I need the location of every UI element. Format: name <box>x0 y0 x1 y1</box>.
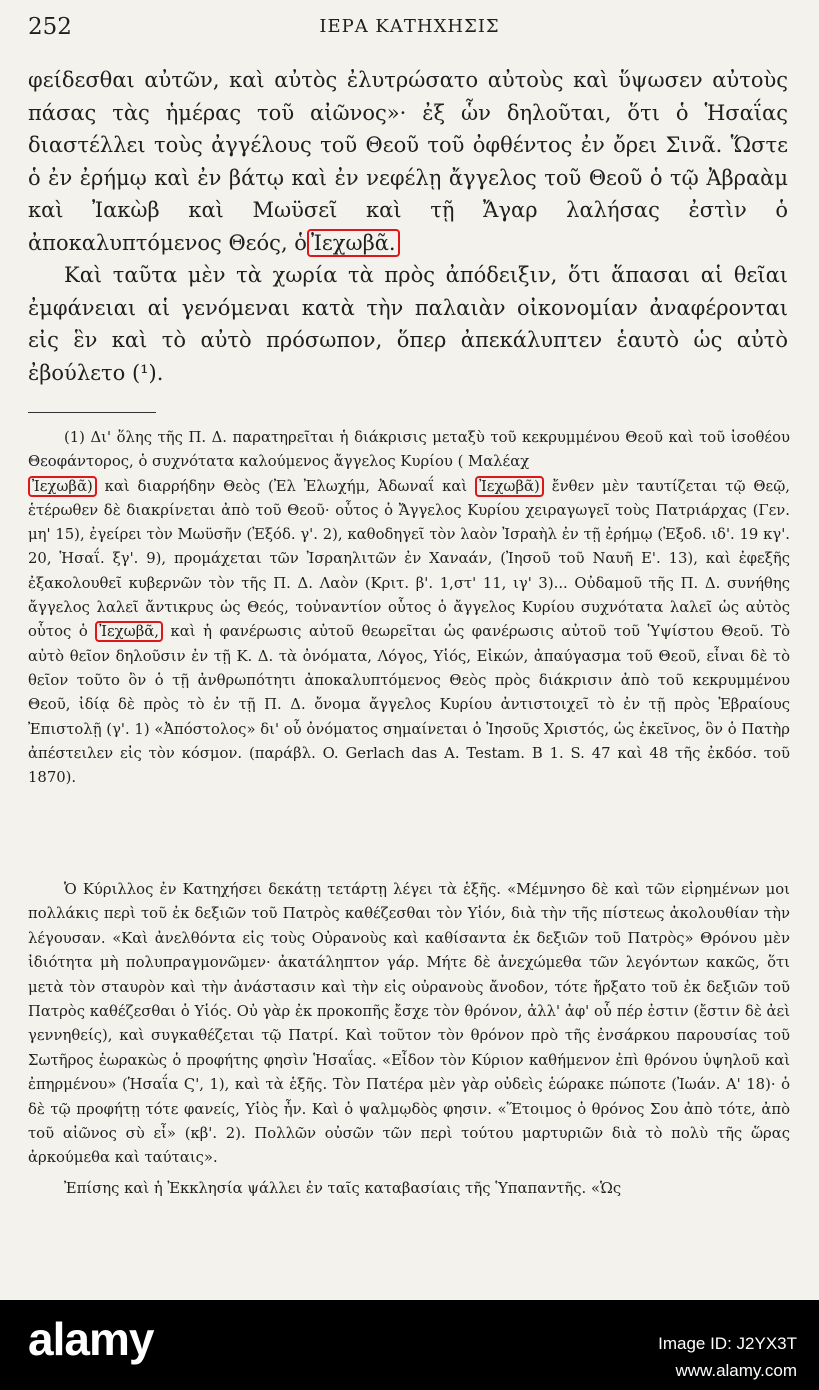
highlighted-word: Ἰεχωβᾶ, <box>95 621 163 642</box>
footnote-text-2: καὶ διαρρήδην Θεὸς (Ἐλ Ἐλωχήμ, Ἀδωναΐ καὶ <box>96 477 476 495</box>
main-paragraph-1-text: φείδεσθαι αὐτῶν, καὶ αὐτὸς ἐλυτρώσατο αὐτοὺς καὶ ὕψωσεν αὐτοὺς πάσας τὰς ἡμέρας τοῦ αἰῶνος»· ἐξ ὧν δηλοῦται, ὅτι ὁ Ἡσαΐας διαστέλλει τοὺς ἀγγέλους τοῦ Θεοῦ τοῦ ὀφθέντος ἐν ὄρει Σινᾶ. Ὥστε ὁ ἐν ἐρήμῳ καὶ ἐν βάτῳ καὶ ἐν νεφέλῃ ἄγγελος τοῦ Θεοῦ ὁ τῷ Ἀβραὰμ καὶ Ἰακὼβ καὶ Μωϋσεῖ καὶ τῇ Ἄγαρ λαλήσας ἐστὶν ὁ ἀποκαλυπτόμενος Θεός, ὁ <box>28 68 788 255</box>
footnote-paragraph <box>28 426 790 790</box>
footnote-text-3: ἔνθεν μὲν ταυτίζεται τῷ Θεῷ, ἑτέρωθεν δὲ διακρίνεται ἀπὸ τοῦ Θεοῦ· οὗτος ὁ Ἄγγελος Κυρίου χειραγωγεῖ τοὺς Πατριάρχας (Γεν. μη' 15), ἐγείρει τὸν Μωϋσῆν (Ἐξόδ. γ'. 2), καθοδηγεῖ τὸν λαὸν Ἰσραὴλ ἐν τῇ ἐρήμῳ (Ἐξοδ. ιδ'. 19 κγ'. 20, Ἡσαΐ. ξγ'. 9), προμάχεται τῶν Ἰσραηλιτῶν ἐν Χαναάν, (Ἰησοῦ τοῦ Ναυῆ Ε'. 13), καὶ ἐφεξῆς ἐξακολουθεῖ κυβερνῶν τὸν τῆς Π. Δ. Λαὸν (Κριτ. β'. 1,στ' 11, ιγ' 3)... Οὐδαμοῦ τῆς Π. Δ. συνήθης ἄγγελος λαλεῖ ἄντικρυς ὡς Θεός, τοὐναντίον οὗτος ὁ ἄγγελος Κυρίου συχνότατα λαλεῖ ὡς αὐτὸς οὗτος ὁ <box>28 477 790 641</box>
page-header <box>28 14 791 54</box>
stock-info <box>658 1330 797 1384</box>
running-title: ΙΕΡΑ ΚΑΤΗΧΗΣΙΣ <box>319 16 500 37</box>
main-paragraph-2: Καὶ ταῦτα μὲν τὰ χωρία τὰ πρὸς ἀπόδειξιν, ὅτι ἅπασαι αἱ θεῖαι ἐμφάνειαι αἱ γενόμεναι κατὰ τὴν παλαιὰν οἰκονομίαν ἀναφέρονται εἰς ἓν καὶ τὸ αὐτὸ πρόσωπον, ὅπερ ἀπεκάλυπτεν ἑαυτὸ ὡς αὐτὸ ἐβούλετο (¹). <box>28 263 788 385</box>
highlighted-word: Ἰεχωβᾶ) <box>28 476 97 497</box>
footnote <box>28 426 790 790</box>
quote-paragraph-2: Ἐπίσης καὶ ἡ Ἐκκλησία ψάλλει ἐν ταῖς καταβασίαις τῆς Ὑπαπαντῆς. «Ὡς <box>64 1179 622 1197</box>
main-text <box>28 64 788 389</box>
quote-paragraph-1: Ὁ Κύριλλος ἐν Κατηχήσει δεκάτῃ τετάρτῃ λέγει τὰ ἑξῆς. «Μέμνησο δὲ καὶ τῶν εἰρημένων μοι πολλάκις περὶ τοῦ ἐκ δεξιῶν τοῦ Πατρὸς καθέζεσθαι τὸν Υἱόν, διὰ τὴν τῆς πίστεως ἀκολουθίαν τὴν λέγουσαν. «Καὶ ἀνελθόντα εἰς τοὺς Οὐρανοὺς καὶ καθίσαντα ἐκ δεξιῶν τοῦ Πατρὸς» Θρόνου μὲν ἰδιότητα μὴ πολυπραγμονῶμεν· ἀκατάληπτον γάρ. Μήτε δὲ ἀνεχώμεθα τῶν λεγόντων κακῶς, ὅτι μετὰ τὸν σταυρὸν καὶ τὴν ἀνάστασιν καὶ τὴν εἰς οὐρανοὺς ἄνοδον, τότε ἤρξατο τοῦ ἐκ δεξιῶν τοῦ Πατρὸς καθέζεσθαι ὁ Υἱός. Οὐ γὰρ ἐκ προκοπῆς ἔσχε τὸν θρόνον, ἀλλ' ἀφ' οὗ πέρ ἐστιν (ἔστιν δὲ ἀεὶ γεννηθείς), καὶ συγκαθέζεται τῷ Πατρί. Καὶ τοῦτον τὸν θρόνον πρὸ τῆς ἐνσάρκου παρουσίας τοῦ Σωτῆρος ἑωρακὼς ὁ προφήτης φησὶν Ἡσαΐας. «Εἶδον τὸν Κύριον καθήμενον ἐπὶ θρόνου ὑψηλοῦ καὶ ἐπηρμένου» (Ἡσαΐα Ϛ', 1), καὶ τὰ ἑξῆς. Τὸν Πατέρα μὲν γὰρ οὐδεὶς ἑώρακε πώποτε (Ἰωάν. Α' 18)· ὁ δὲ τῷ προφήτῃ τότε φανείς, Υἱὸς ἦν. Καὶ ὁ ψαλμῳδὸς φησιν. «Ἕτοιμος ὁ θρόνος Σου ἀπὸ τότε, ἀπὸ τοῦ αἰῶνος σὺ εἶ» (κβ'. 2). Πολλῶν οὐσῶν τῶν περὶ τούτου μαρτυριῶν διὰ τὸ πολὺ τῆς ὥρας ἀρκούμεθα καὶ ταύταις». <box>28 881 790 1167</box>
footnote-divider <box>28 412 156 413</box>
site-url: www.alamy.com <box>675 1361 797 1380</box>
main-paragraph-1 <box>28 64 788 259</box>
footnote-text-4: καὶ ἡ φανέρωσις αὐτοῦ θεωρεῖται ὡς φανέρωσις αὐτοῦ τοῦ Ὑψίστου Θεοῦ. Τὸ αὐτὸ θεῖον δηλοῦσιν ἐν τῇ Κ. Δ. τὰ ὀνόματα, Λόγος, Υἱός, Εἰκών, ἀπαύγασμα τοῦ Θεοῦ, εἶναι δὲ τὸ θεῖον τοῦτο ὂν ὁ τῇ ἀνθρωπότητι ἀποκαλυπτόμενος Θεὸς πρὸς διάκρισιν ἀπὸ τοῦ κεκρυμμένου Θεοῦ, ἰδίᾳ δὲ πρὸς τὸ ἐν τῇ Π. Δ. ὄνομα ἄγγελος Κυρίου ἀντιστοιχεῖ τὸ ἐν τῇ πρὸς Ἑβραίους Ἐπιστολῇ (γ'. 1) «Ἀπόστολος» δι' οὗ ὀνόματος σημαίνεται ὁ Ἰησοῦς Χριστός, ὡς ἐκεῖνος, ὃν ὁ Πατὴρ ἀπέστειλεν εἰς τὸν κόσμον. (παράβλ. O. Gerlach das A. Testam. B 1. S. 47 καὶ 48 τῆς ἐκδόσ. τοῦ 1870). <box>28 623 790 787</box>
highlighted-word: Ἰεχωβᾶ) <box>475 476 544 497</box>
highlighted-word: Ἰεχωβᾶ. <box>307 229 400 257</box>
footnote-text-1: (1) Δι' ὅλης τῆς Π. Δ. παρατηρεῖται ἡ διάκρισις μεταξὺ τοῦ κεκρυμμένου Θεοῦ καὶ τοῦ ἰσοθέου Θεοφάντορος, ὁ συχνότατα καλούμενος ἄγγελος Κυρίου ( Μαλέαχ <box>28 429 790 471</box>
quote-section <box>28 878 790 1201</box>
page-number: 252 <box>28 14 72 40</box>
image-id: Image ID: J2YX3T <box>658 1334 797 1353</box>
alamy-logo: alamy <box>28 1313 154 1365</box>
